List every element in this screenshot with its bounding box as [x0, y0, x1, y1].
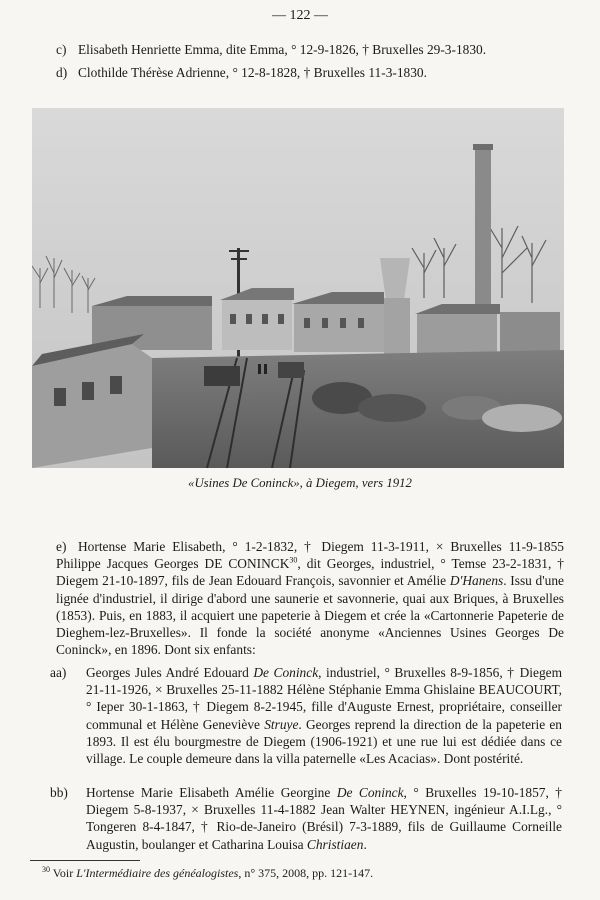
factory-photo-illustration [32, 108, 564, 468]
child-aa [50, 664, 563, 767]
entry-e-text-italic: D'Hanens [449, 573, 504, 589]
footnote-number: 30 [42, 865, 50, 874]
footnote-rule [30, 860, 140, 861]
entry-e-text-1: Hortense Marie Elisabeth, ° 1-2-1832, † Diegem 11-3-1911, × Bruxelles 11-9-1855 Philippe Jacques Georges DE CONINCK [56, 539, 564, 572]
child-bb-label: bb) [50, 785, 68, 800]
entry-c [56, 41, 576, 58]
footnote-text-a: Voir [52, 866, 77, 880]
child-bb-text-2: , ° Bruxelles 19-10-1857, † Diegem 5-8-1937, × Bruxelles 11-4-1882 Jean Walter HEYNEN, ingénieur A.I.Lg., ° Tongeren 8-4-1847, † Rio-de-Janeiro (Brésil) 7-3-1889, fils de Guillaume Corneille Augustin, boulanger et Catharina Louisa [86, 785, 562, 852]
child-aa-label: aa) [50, 665, 67, 680]
bleed-through-middle [40, 498, 560, 532]
child-bb-italic-2: Christiaen [306, 836, 364, 852]
footnote-30 [42, 866, 373, 881]
photo-caption: «Usines De Coninck», à Diegem, vers 1912 [188, 476, 412, 490]
page-number: — 122 — [272, 8, 328, 23]
entry-d-text: Clothilde Thérèse Adrienne, ° 12-8-1828, † Bruxelles 11-3-1830. [78, 65, 427, 80]
footnote-ref-30: 30 [289, 555, 298, 565]
child-aa-text-2: , industriel, ° Bruxelles 8-9-1856, † Diegem 21-11-1926, × Bruxelles 25-11-1882 Hélène Stéphanie Emma Ghislaine BEAUCOURT, ° Ieper 30-1-1863, † Diegem 8-2-1945, fille d'Auguste Ernest, propriétaire, conseiller communal et Hélène Geneviève [86, 665, 563, 732]
child-aa-text-3: . Georges reprend la direction de la papeterie en 1893. Il est élu bourgmestre de Diegem (1906-1921) et une rue lui est dédiée dans ce village. Le couple demeure dans la villa paternelle «Les Acacias». Dont postérité. [86, 716, 562, 767]
footnote-text-b: , n° 375, 2008, pp. 121-147. [238, 866, 374, 880]
entry-c-label: c) [56, 42, 67, 57]
child-aa-text-1: Georges Jules André Edouard [86, 665, 254, 680]
entry-e-label: e) [56, 539, 67, 554]
entry-c-text: Elisabeth Henriette Emma, dite Emma, ° 12-9-1826, † Bruxelles 29-3-1830. [78, 42, 487, 57]
child-bb [50, 784, 562, 853]
entry-d-label: d) [56, 65, 68, 80]
child-aa-italic-2: Struye [264, 716, 299, 732]
entry-e-text-3: . Issu d'une lignée d'industriel, il dirige d'abord une saunerie et savonnerie, quai aux Briques, à Bruxelles (1853). Puis, en 1883, il acquiert une papeterie à Diegem et crée la «Cartonnerie Papeterie de Dieghem-lez-Bruxelles». Il fonde la société anonyme «Anciennes Usines Georges De Coninck», en 1896. Dont six enfants: [56, 573, 564, 658]
child-bb-italic-1: De Coninck [336, 785, 404, 800]
entry-e-text-2: , dit Georges, industriel, ° Temse 23-2-1831, † Diegem 21-10-1897, fils de Jean Edouard François, savonnier et Amélie [56, 556, 564, 589]
child-bb-text-1: Hortense Marie Elisabeth Amélie Georgine [86, 785, 337, 800]
child-bb-text-3: . [363, 836, 367, 852]
footnote-text-italic: L'Intermédiaire des généalogistes [76, 866, 239, 880]
entry-d [56, 64, 576, 81]
entry-e [56, 538, 564, 658]
child-aa-italic-1: De Coninck [253, 665, 319, 680]
factory-photo [32, 108, 564, 468]
